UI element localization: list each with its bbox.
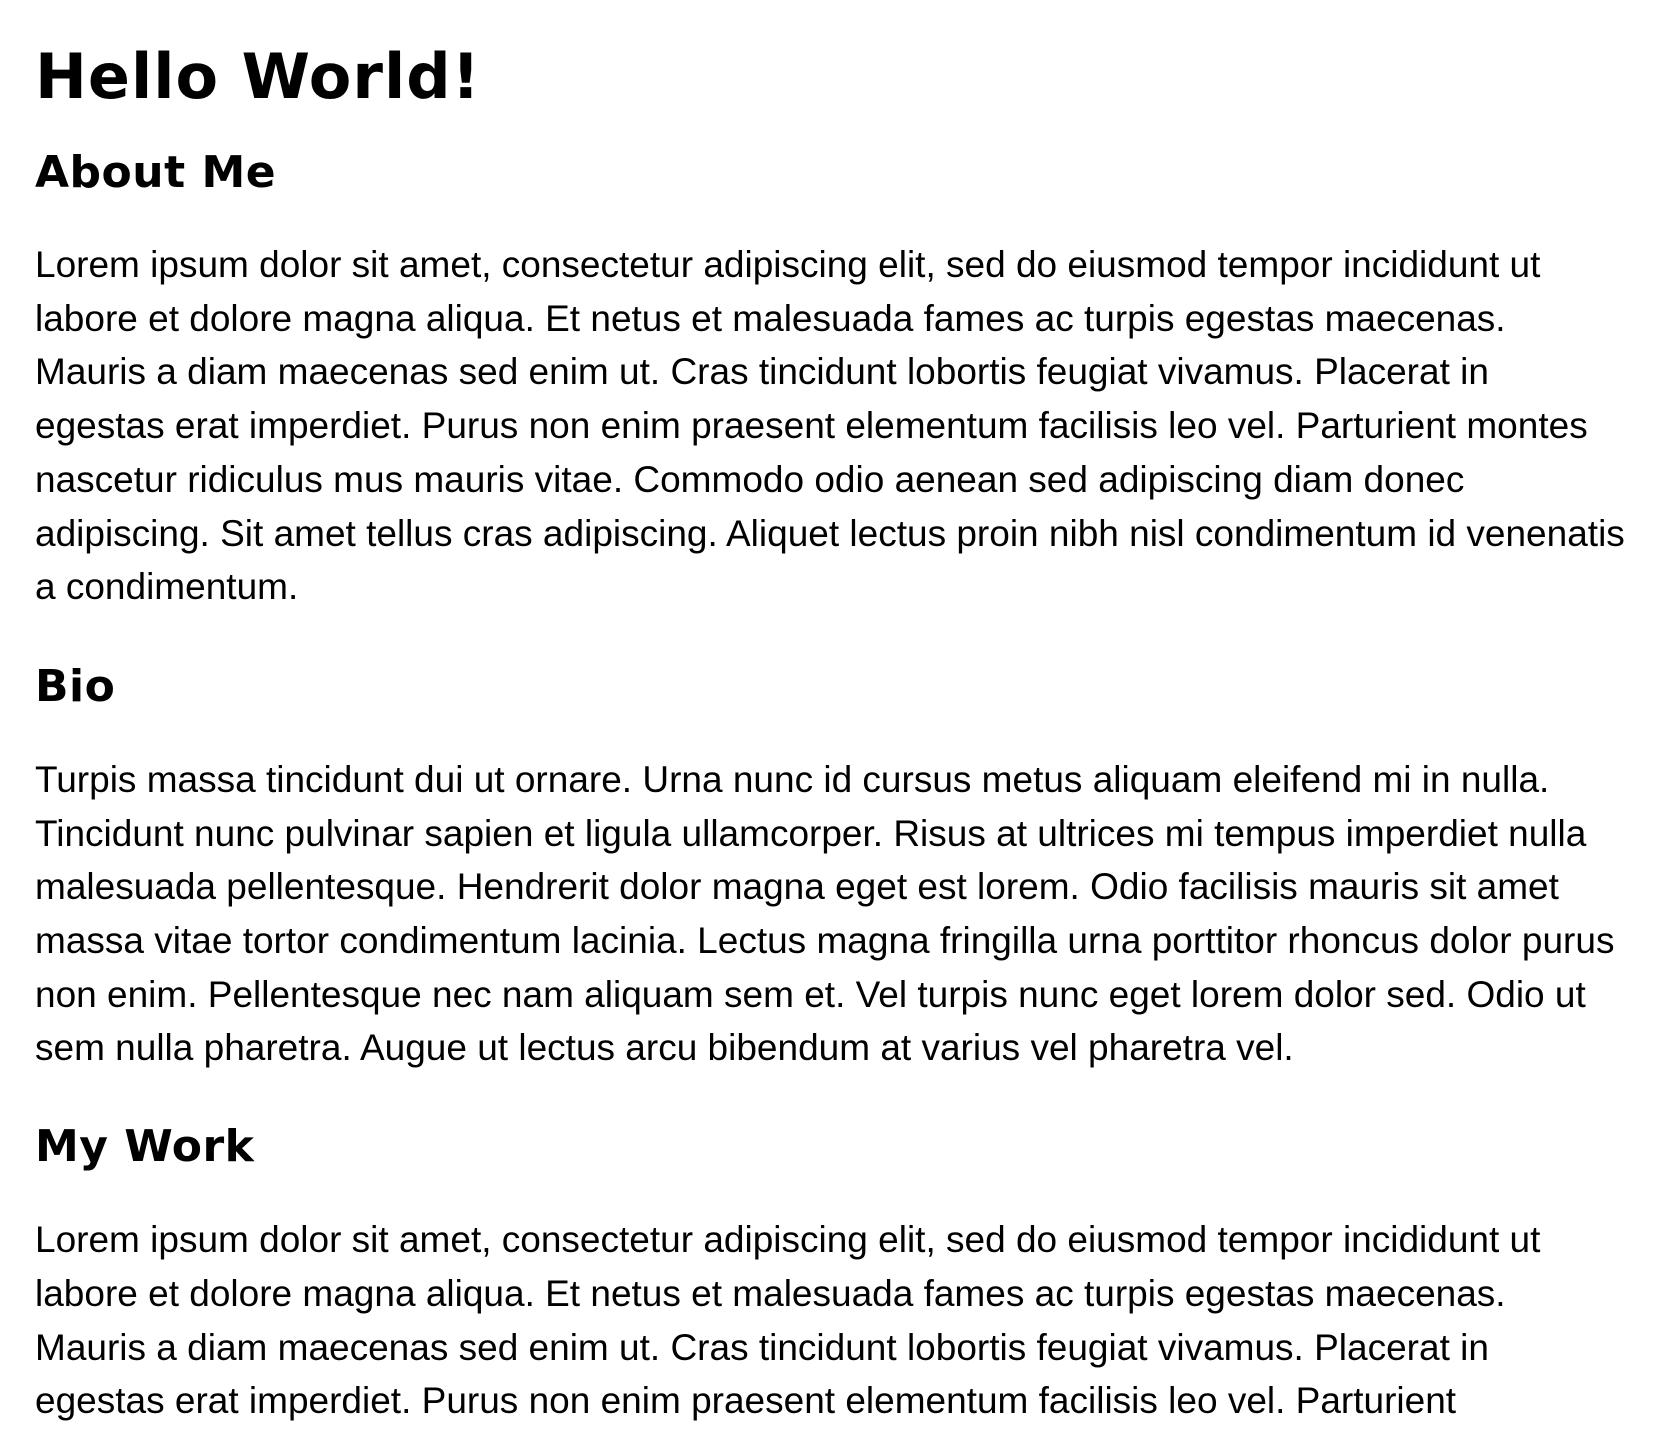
my-work-section [35,1119,1614,1428]
about-me-heading: About Me [35,147,277,198]
my-work-paragraph: Lorem ipsum dolor sit amet, consectetur adipiscing elit, sed do eiusmod tempor incididunt ut labore et dolore magna aliqua. Et netus et malesuada fames ac turpis egestas maecenas. Mauris a diam maecenas sed enim ut. Cras tincidunt lobortis feugiat vivamus. Placerat in egestas erat imperdiet. Purus non enim praesent elementum facilisis leo vel. Parturient [35,1219,1541,1422]
bio-heading: Bio [35,660,116,712]
about-me-paragraph: Lorem ipsum dolor sit amet, consectetur adipiscing elit, sed do eiusmod tempor incididunt ut labore et dolore magna aliqua. Et netus et malesuada fames ac turpis egestas maecenas. Mauris a diam maecenas sed enim ut. Cras tincidunt lobortis feugiat vivamus. Placerat in egestas erat imperdiet. Purus non enim praesent elementum facilisis leo vel. Parturient montes nascetur ridiculus mus mauris vitae. Commodo odio aenean sed adipiscing diam donec adipiscing. Sit amet tellus cras adipiscing. Aliquet lectus proin nibh nisl condimentum id venenatis a condimentum. [35,244,1625,608]
my-work-heading: My Work [35,1121,255,1173]
bio-section [35,659,1614,1075]
bio-paragraph: Turpis massa tincidunt dui ut ornare. Urna nunc id cursus metus aliquam eleifend mi in nulla. Tincidunt nunc pulvinar sapien et ligula ullamcorper. Risus at ultrices mi tempus imperdiet nulla malesuada pellentesque. Hendrerit dolor magna eget est lorem. Odio facilisis mauris sit amet massa vitae tortor condimentum lacinia. Lectus magna fringilla urna porttitor rhoncus dolor purus non enim. Pellentesque nec nam aliquam sem et. Vel turpis nunc eget lorem dolor sed. Odio ut sem nulla pharetra. Augue ut lectus arcu bibendum at varius vel pharetra vel. [35,758,1615,1069]
about-me-section [35,145,1625,614]
page-title: Hello World! [35,40,481,113]
